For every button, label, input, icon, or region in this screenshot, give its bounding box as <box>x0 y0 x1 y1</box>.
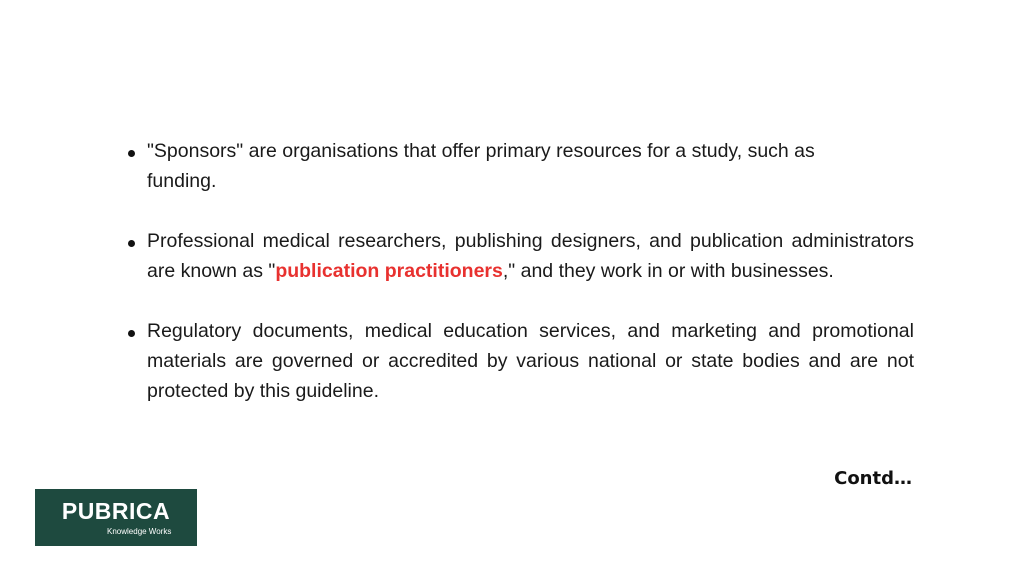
continued-label: Contd… <box>834 468 912 489</box>
bullet-text: "Sponsors" are organisations that offer primary resources for a study, such as funding. <box>147 140 815 192</box>
logo-tagline: Knowledge Works <box>107 527 172 536</box>
bullet-text-end: ," and they work in or with businesses. <box>502 260 834 282</box>
bullet-item-regulatory <box>128 316 914 406</box>
bullet-dot <box>128 150 135 157</box>
logo-wordmark: PUBRICA <box>61 498 171 524</box>
pubrica-logo <box>35 489 197 546</box>
bullet-item-practitioners <box>128 226 914 286</box>
bullet-text: Regulatory documents, medical education services, and marketing and promotional materials are governed or accredited by various national or state bodies and are not protected by this guideline. <box>147 320 914 402</box>
bullet-dot <box>128 330 135 337</box>
bullet-dot <box>128 240 135 247</box>
bullet-item-sponsors <box>128 136 914 196</box>
bullet-text: Professional medical researchers, publishing designers, and publication administrators are known as " <box>147 230 914 282</box>
bullet-list <box>128 136 914 406</box>
highlight-term: publication practitioners <box>275 260 503 282</box>
